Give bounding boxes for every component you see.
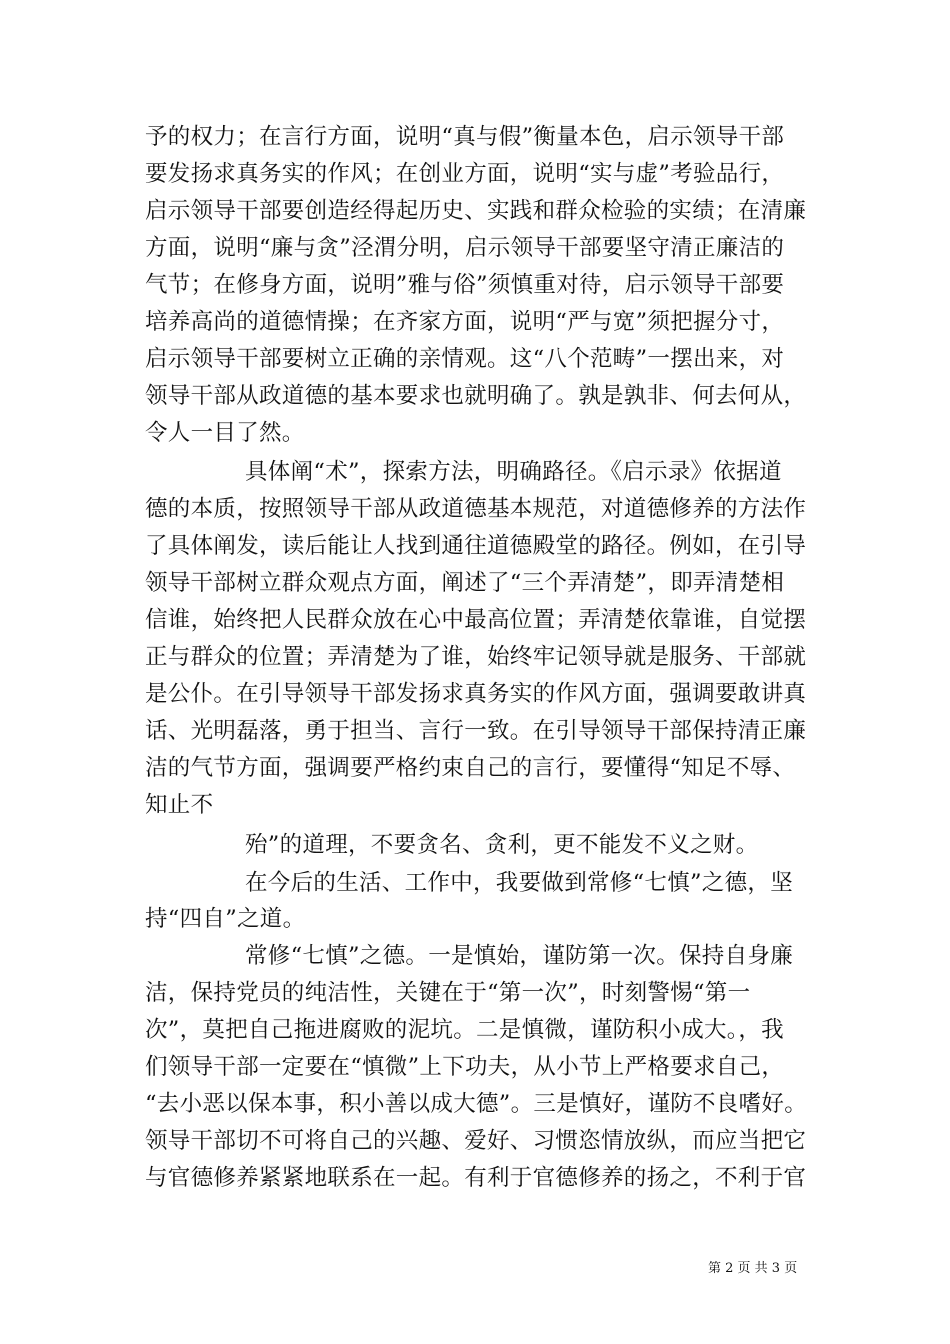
text-line: 话、光明磊落，勇于担当、言行一致。在引导领导干部保持清正廉 <box>145 718 807 744</box>
text-line: 启示领导干部要树立正确的亲情观。这“八个范畴”一摆出来，对 <box>145 346 785 372</box>
text-line: 培养高尚的道德情操；在齐家方面，说明“严与宽”须把握分寸， <box>145 309 785 335</box>
paragraph-first-line: 在今后的生活、工作中，我要做到常修“七慎”之德，坚 <box>245 870 794 896</box>
text-line: 予的权力；在言行方面，说明“真与假”衡量本色，启示领导干部 <box>145 124 785 150</box>
text-line: “去小恶以保本事，积小善以成大德”。三是慎好，谨防不良嗜好。 <box>145 1091 808 1117</box>
text-line: 信谁，始终把人民群众放在心中最高位置；弄清楚依靠谁，自觉摆 <box>145 607 807 633</box>
text-line: 持“四自”之道。 <box>145 906 306 932</box>
text-line: 要发扬求真务实的作风；在创业方面，说明“实与虚”考验品行， <box>145 161 785 187</box>
text-line: 洁，保持党员的纯洁性，关键在于“第一次”，时刻警惕“第一 <box>145 980 751 1006</box>
page-number: 第 2 页 共 3 页 <box>708 1261 798 1276</box>
text-line: 了具体阐发，读后能让人找到通往道德殿堂的路径。例如，在引导 <box>145 533 807 559</box>
text-line: 次”，莫把自己拖进腐败的泥坑。二是慎微，谨防积小成大。，我 <box>145 1017 784 1043</box>
text-line: 令人一目了然。 <box>145 420 305 446</box>
text-line: 正与群众的位置；弄清楚为了谁，始终牢记领导就是服务、干部就 <box>145 644 807 670</box>
text-line: 领导干部树立群众观点方面，阐述了“三个弄清楚”，即弄清楚相 <box>145 570 785 596</box>
text-line: 洁的气节方面，强调要严格约束自己的言行，要懂得“知足不辱、 <box>145 755 796 781</box>
text-line: 气节；在修身方面，说明”雅与俗”须慎重对待，启示领导干部要 <box>145 272 785 298</box>
text-line: 领导干部从政道德的基本要求也就明确了。孰是孰非、何去何从， <box>145 383 807 409</box>
text-line: 领导干部切不可将自己的兴趣、爱好、习惯恣情放纵，而应当把它 <box>145 1128 807 1154</box>
text-line: 德的本质，按照领导干部从政道德基本规范，对道德修养的方法作 <box>145 496 807 522</box>
text-line: 们领导干部一定要在“慎微”上下功夫，从小节上严格要求自己， <box>145 1054 785 1080</box>
paragraph-first-line: 殆”的道理，不要贪名、贪利，更不能发不义之财。 <box>245 832 759 858</box>
text-line: 是公仆。在引导领导干部发扬求真务实的作风方面，强调要敢讲真 <box>145 681 807 707</box>
text-line: 方面，说明“廉与贪”泾渭分明，启示领导干部要坚守清正廉洁的 <box>145 235 785 261</box>
paragraph-first-line: 具体阐“术”，探索方法，明确路径。《启示录》依据道 <box>245 459 782 485</box>
paragraph-first-line: 常修“七慎”之德。一是慎始，谨防第一次。保持自身廉 <box>245 943 794 969</box>
text-line: 与官德修养紧紧地联系在一起。有利于官德修养的扬之，不利于官 <box>145 1165 807 1191</box>
text-line: 启示领导干部要创造经得起历史、实践和群众检验的实绩；在清廉 <box>145 198 807 224</box>
text-line: 知止不 <box>145 792 214 818</box>
